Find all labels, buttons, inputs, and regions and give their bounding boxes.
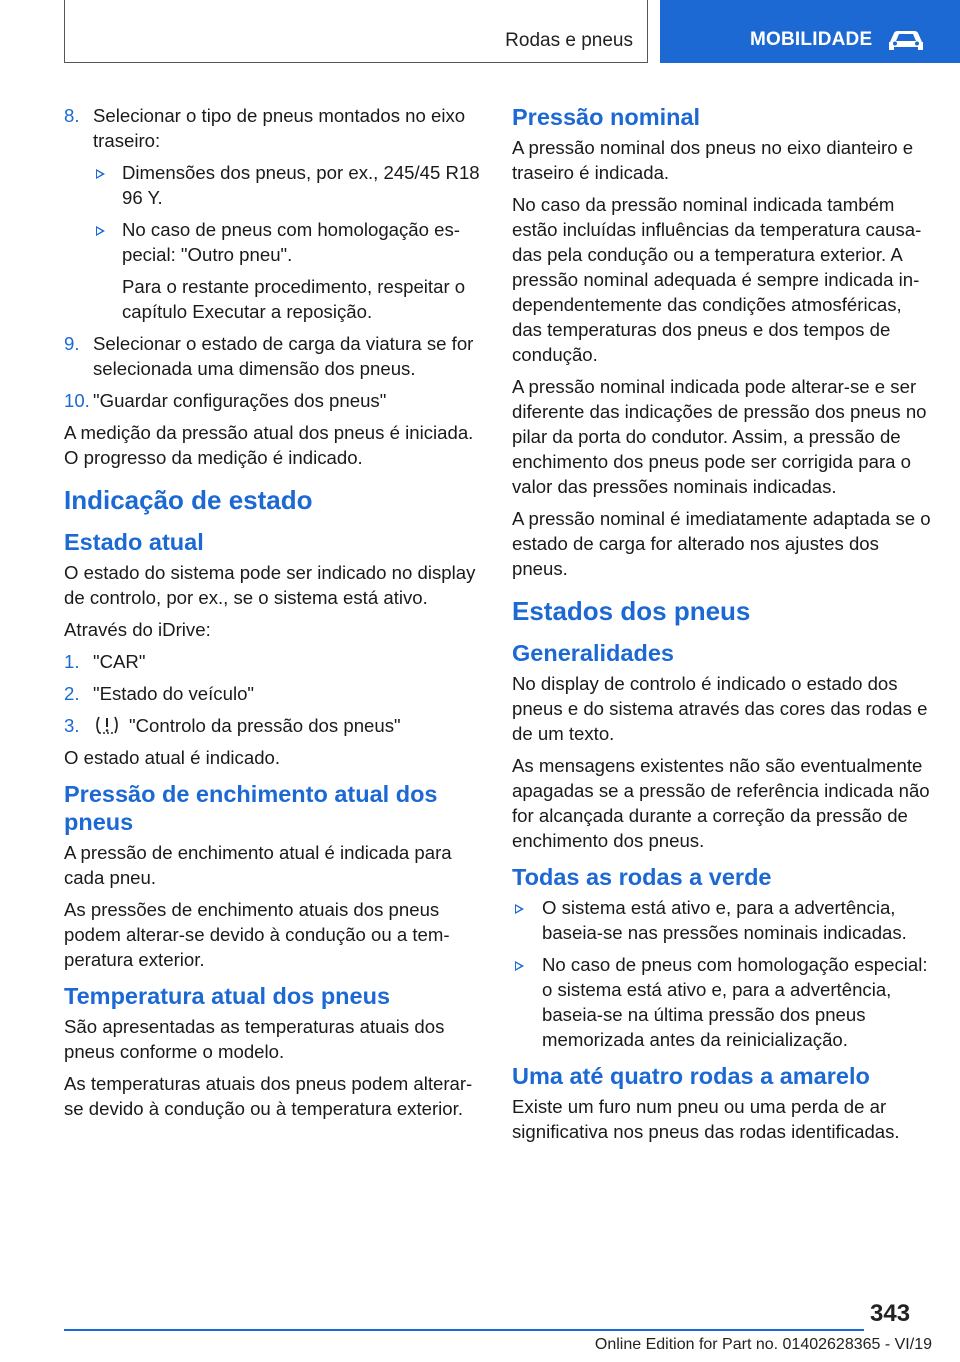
- paragraph-general-2: As mensagens existentes não são eventualmente apagadas se a pressão de referência indicada não for alcançada durante a correção da pressão de enchimento dos pneus.: [512, 755, 930, 851]
- list-text: Selecionar o estado de carga da viatura se for selecionada uma dimensão dos pneus.: [93, 333, 474, 379]
- heading-nominal-pressure: Pressão nominal: [512, 104, 701, 130]
- paragraph-temp-1: São apresentadas as temperaturas atuais dos pneus conforme o modelo.: [64, 1016, 445, 1062]
- bullet-continuation: [64, 274, 482, 324]
- bullet-text: Dimensões dos pneus, por ex., 245/45 R18 96 Y.: [122, 162, 480, 208]
- paragraph-current: O estado do sistema pode ser indicado no display de controlo, por ex., se o sistema está ativo.: [64, 562, 476, 608]
- header-chapter-box: [660, 0, 960, 63]
- bullet-text: Para o restante procedimento, respeitar o capítulo Executar a reposição.: [122, 276, 466, 322]
- list-number: 8.: [64, 105, 80, 126]
- heading-inflation: Pressão de enchimento atual dos pneus: [64, 781, 438, 835]
- bullet-item: [512, 895, 932, 945]
- heading-yellow-wheels: Uma até quatro rodas a amarelo: [512, 1063, 870, 1089]
- heading-temperature: Temperatura atual dos pneus: [64, 983, 391, 1009]
- list-number: 1.: [64, 651, 80, 672]
- step-2: [64, 681, 482, 706]
- header-section-box: [64, 0, 648, 63]
- list-text: "CAR": [93, 651, 146, 672]
- heading-current-status: Estado atual: [64, 529, 204, 555]
- paragraph-nominal-2: No caso da pressão nominal indicada também estão incluídas influências da temperatura causadas pela condução ou a temperatura exterior. A pressão nominal adequada é sempre indicada independentemente das condições atmosféricas, das temperaturas dos pneus e dos tempos de condução.: [512, 194, 922, 365]
- list-item-9: [64, 331, 482, 381]
- step-1: [64, 649, 482, 674]
- list-text: "Guardar configurações dos pneus": [93, 390, 387, 411]
- heading-status: Indicação de estado: [64, 485, 313, 515]
- section-title: Rodas e pneus: [505, 30, 633, 51]
- tire-pressure-warning-icon: [93, 714, 121, 736]
- bullet-text: No caso de pneus com homologação especial: "Outro pneu".: [122, 219, 460, 265]
- bullet-text: No caso de pneus com homologação especial: o sistema está ativo e, para a advertência, baseia-se na última pressão dos pneus memorizada antes da reinicialização.: [542, 954, 928, 1050]
- paragraph-inflation-1: A pressão de enchimento atual é indicada para cada pneu.: [64, 842, 452, 888]
- bullet-item: [64, 217, 482, 267]
- bullet-text: O sistema está ativo e, para a advertência, baseia-se nas pressões nominais indicadas.: [542, 897, 907, 943]
- bullet-triangle-icon: [96, 226, 105, 236]
- paragraph-nominal-3: A pressão nominal indicada pode alterar-se e ser diferente das indicações de pressão dos pneus no pilar da porta do condutor. Assim, a pressão de enchimento dos pneus pode ser corrigida para o valor das pressões nominais indicadas.: [512, 376, 927, 497]
- bullet-triangle-icon: [515, 961, 524, 971]
- bullet-triangle-icon: [515, 904, 524, 914]
- paragraph-yellow: Existe um furo num pneu ou uma perda de ar significativa nos pneus das rodas identificadas.: [512, 1096, 900, 1142]
- left-column: [64, 103, 482, 1128]
- heading-tire-states: Estados dos pneus: [512, 596, 751, 626]
- bullet-item: [512, 952, 932, 1052]
- paragraph-idrive: Através do iDrive:: [64, 619, 211, 640]
- list-text: "Estado do veículo": [93, 683, 255, 704]
- list-text: Selecionar o tipo de pneus montados no eixo traseiro:: [93, 105, 466, 151]
- paragraph-inflation-2: As pressões de enchimento atuais dos pneus podem alterar-se devido à condução ou a temperatura exterior.: [64, 899, 450, 970]
- car-icon: [886, 28, 926, 52]
- paragraph-shown: O estado atual é indicado.: [64, 747, 281, 768]
- list-number: 3.: [64, 715, 80, 736]
- list-item-8: [64, 103, 482, 153]
- list-number: 9.: [64, 333, 80, 354]
- list-number: 10.: [64, 390, 90, 411]
- step-3: [64, 713, 482, 738]
- heading-all-green: Todas as rodas a verde: [512, 864, 772, 890]
- footer-divider: [64, 1329, 864, 1331]
- paragraph-general-1: No display de controlo é indicado o estado dos pneus e do sistema através das cores das rodas e de um texto.: [512, 673, 928, 744]
- paragraph-nominal-4: A pressão nominal é imediatamente adaptada se o estado de carga for alterado nos ajustes dos pneus.: [512, 508, 931, 579]
- bullet-triangle-icon: [96, 169, 105, 179]
- list-text: "Controlo da pressão dos pneus": [129, 715, 401, 736]
- list-number: 2.: [64, 683, 80, 704]
- chapter-title: MOBILIDADE: [750, 29, 873, 50]
- heading-general: Generalidades: [512, 640, 674, 666]
- footer-edition: Online Edition for Part no. 01402628365 - VI/19: [594, 1336, 932, 1353]
- list-item-10: [64, 388, 482, 413]
- paragraph-measure: A medição da pressão atual dos pneus é iniciada. O progresso da medição é indicado.: [64, 422, 474, 468]
- paragraph-nominal-1: A pressão nominal dos pneus no eixo dianteiro e traseiro é indicada.: [512, 137, 914, 183]
- paragraph-temp-2: As temperaturas atuais dos pneus podem alterar-se devido à condução ou à temperatura exterior.: [64, 1073, 473, 1119]
- page-number: 343: [870, 1300, 911, 1327]
- bullet-item: [64, 160, 482, 210]
- right-column: [512, 103, 932, 1151]
